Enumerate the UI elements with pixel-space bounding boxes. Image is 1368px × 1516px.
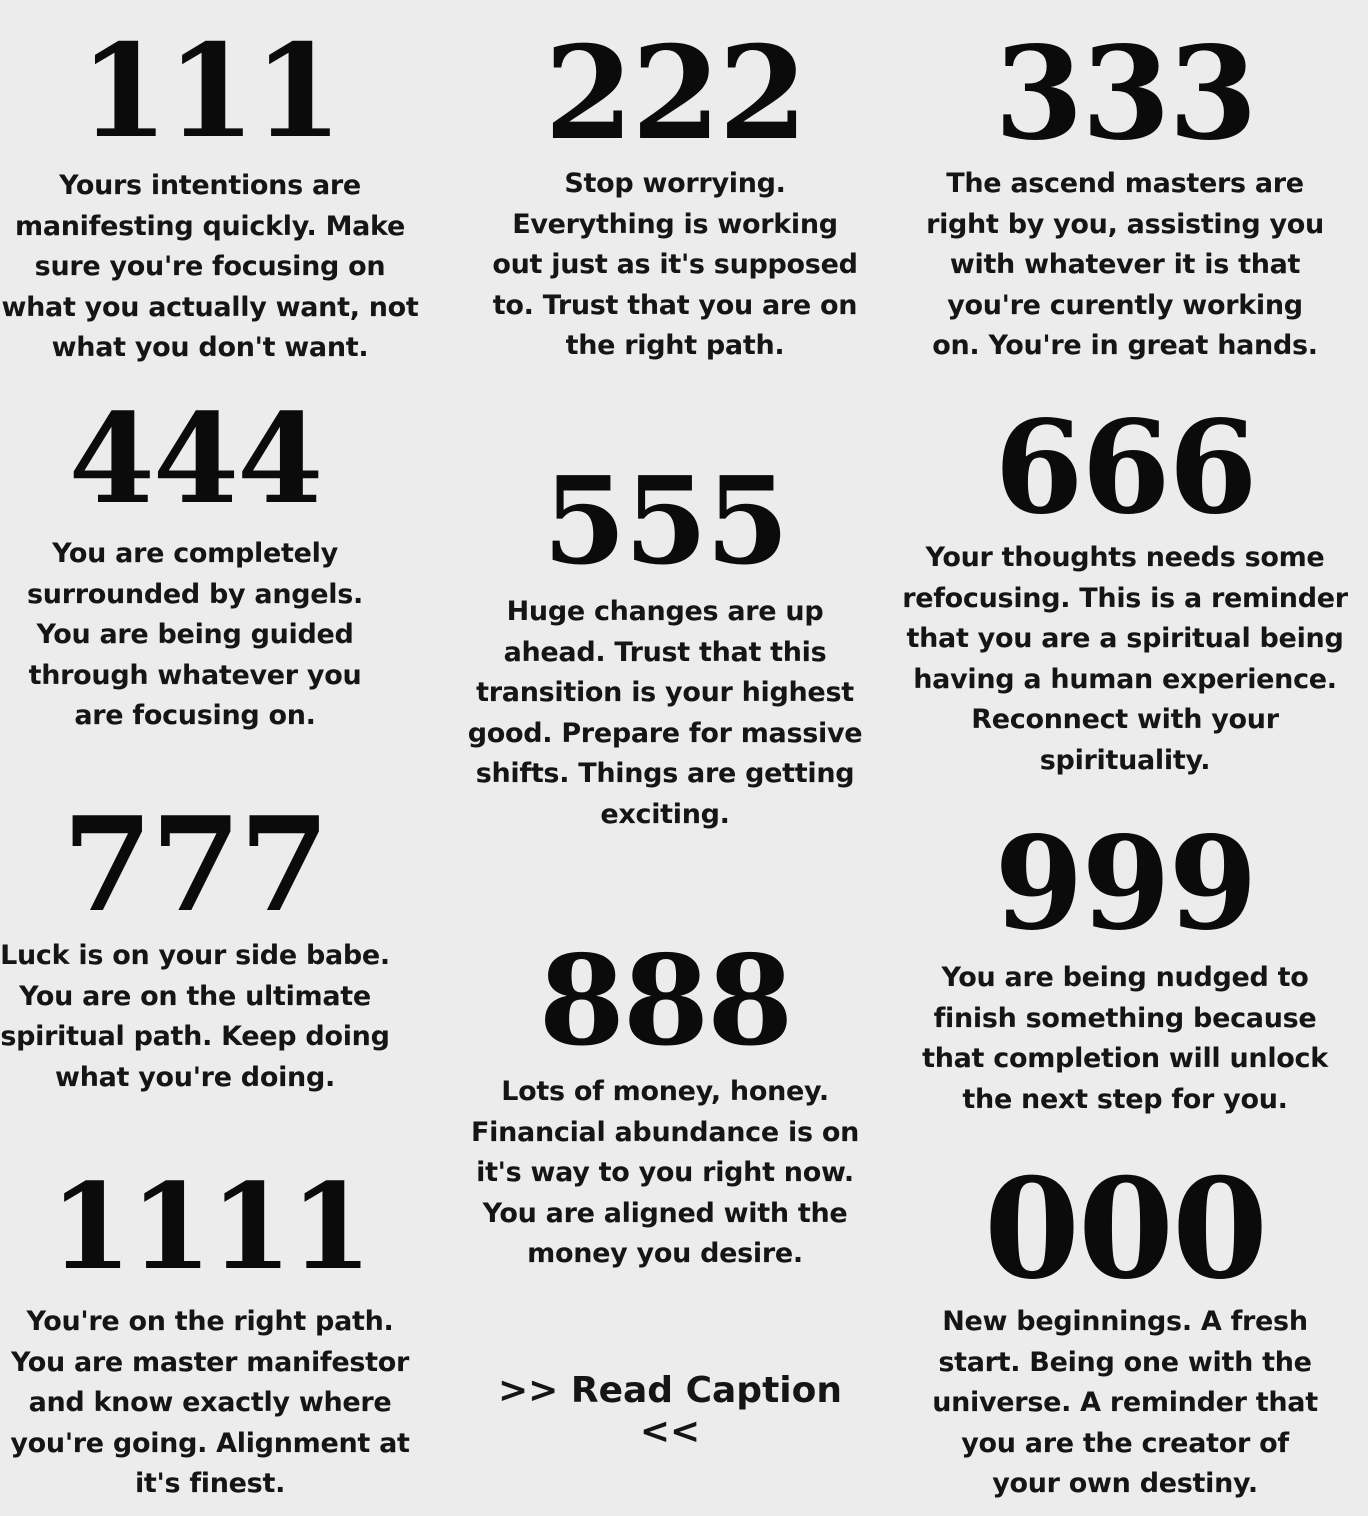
meaning-444: You are completely surrounded by angels. You are being guided through whatever you are focusing on. [27, 538, 363, 731]
card-444 [0, 387, 390, 737]
card-000 [910, 1147, 1340, 1505]
angel-number-333: 333 [994, 19, 1256, 169]
card-222 [470, 19, 880, 367]
meaning-999: You are being nudged to finish something because that completion will unlock the next step for you. [922, 962, 1328, 1115]
card-888 [460, 929, 870, 1275]
card-666 [900, 393, 1350, 781]
meaning-555: Huge changes are up ahead. Trust that this transition is your highest good. Prepare for massive shifts. Things are getting exciting. [467, 596, 863, 830]
angel-number-666: 666 [994, 393, 1256, 543]
card-1111 [0, 1157, 420, 1505]
angel-number-888: 888 [538, 929, 792, 1074]
angel-number-555: 555 [542, 451, 788, 592]
card-999 [910, 809, 1340, 1120]
card-555 [460, 451, 870, 835]
meaning-666: Your thoughts needs some refocusing. This is a reminder that you are a spiritual being having a human experience. Reconnect with your spirituality. [902, 542, 1348, 776]
angel-number-444: 444 [68, 387, 322, 532]
card-333 [910, 19, 1340, 367]
angel-number-1111: 1111 [49, 1157, 371, 1296]
meaning-222: Stop worrying. Everything is working out just as it's supposed to. Trust that you are on the right path. [492, 168, 858, 361]
card-777 [0, 788, 390, 1098]
meaning-000: New beginnings. A fresh start. Being one with the universe. A reminder that you are the creator of your own destiny. [932, 1306, 1318, 1499]
angel-number-000: 000 [983, 1147, 1267, 1310]
meaning-111: Yours intentions are manifesting quickly. Make sure you're focusing on what you actually want, not what you don't want. [1, 170, 419, 363]
meaning-333: The ascend masters are right by you, assisting you with whatever it is that you're curently working on. You're in great hands. [926, 168, 1324, 361]
card-111 [0, 17, 420, 369]
meaning-888: Lots of money, honey. Financial abundance is on it's way to you right now. You are aligned with the money you desire. [471, 1076, 859, 1269]
angel-number-999: 999 [994, 809, 1256, 959]
meaning-1111: You're on the right path. You are master manifestor and know exactly where you're going. Alignment at it's finest. [10, 1306, 410, 1499]
angel-number-777: 777 [62, 788, 328, 941]
angel-number-222: 222 [544, 19, 806, 169]
angel-number-111: 111 [79, 17, 341, 167]
read-caption-link[interactable]: >> Read Caption << [498, 1370, 842, 1452]
meaning-777: Luck is on your side babe. You are on the ultimate spiritual path. Keep doing what you're doing. [0, 940, 390, 1093]
